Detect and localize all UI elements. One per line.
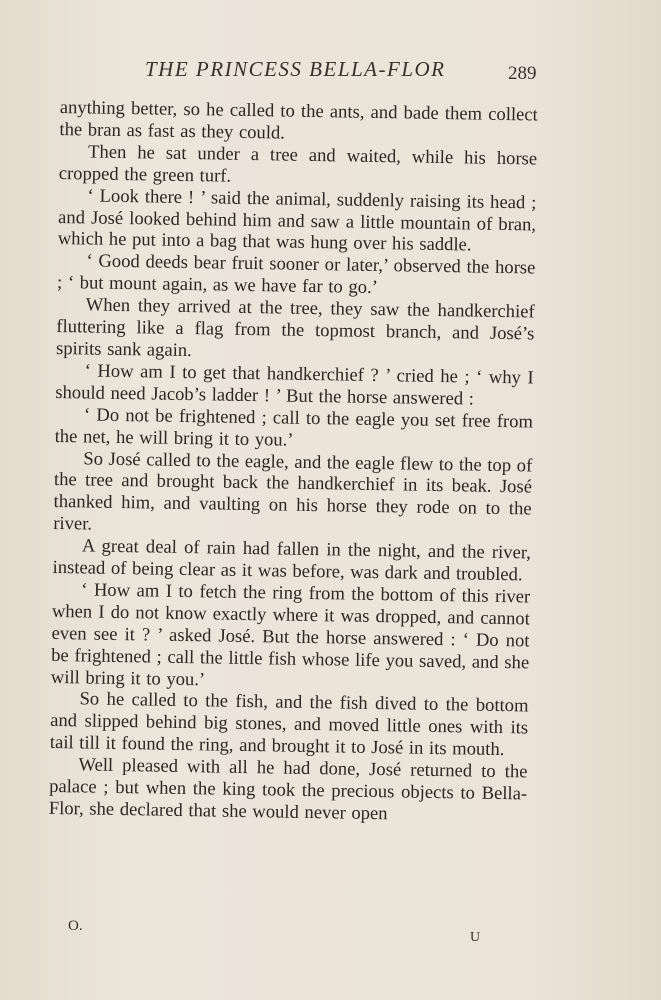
running-title: THE PRINCESS BELLA-FLOR xyxy=(145,57,446,81)
signature-mark-right: U xyxy=(470,930,481,945)
paragraph: A great deal of rain had fallen in the night, and the river, instead of being clear as it was before, was dark and troubled. xyxy=(52,535,532,586)
paragraph: ‘ Look there ! ’ said the animal, suddenly raising its head ; and José looked behind him and saw a little mountain of bran, which he put into a bag that was hung over his saddle. xyxy=(57,185,537,256)
paragraph: ‘ Do not be frightened ; call to the eagle you set free from the net, he will bring it to you.’ xyxy=(54,404,534,451)
paragraph: Then he sat under a tree and waited, while his horse cropped the green turf. xyxy=(58,141,538,187)
signature-mark-left: O. xyxy=(68,918,83,934)
paragraph: ‘ How am I to fetch the ring from the bottom of this river when I do not know exactly where it was dropped, and cannot even see it ? ’ asked José. But the horse answered : ‘ Do not be frightened ; call the little fish whose life you saved, and she will bring it to you.’ xyxy=(50,579,531,690)
paragraph: ‘ How am I to get that handkerchief ? ’ cried he ; ‘ why I should need Jacob’s ladder ! ’ But the horse answered : xyxy=(55,360,534,410)
page-number: 289 xyxy=(508,63,537,84)
page-header xyxy=(0,52,661,82)
paragraph: So he called to the fish, and the fish dived to the bottom and slipped behind big stones, and moved little ones with its tail till it found the ring, and brought it to José in its mouth. xyxy=(49,688,529,761)
paragraph: anything better, so he called to the ants, and bade them collect the bran as fast as they could. xyxy=(59,97,538,144)
paragraph: When they arrived at the tree, they saw the handkerchief fluttering like a flag from the topmost branch, and José’s spirits sank again. xyxy=(55,294,535,362)
paragraph: ‘ Good deeds bear fruit sooner or later,’ observed the horse ; ‘ but mount again, as we have far to go.’ xyxy=(56,250,536,299)
paragraph: So José called to the eagle, and the eagle flew to the top of the tree and brought back the handkerchief in its beak. José thanked him, and vaulting on his horse they rode on to the river. xyxy=(53,447,533,535)
body-text xyxy=(49,97,538,827)
paragraph: Well pleased with all he had done, José returned to the palace ; but when the king took the precious objects to Bella-Flor, she declared that she would never open xyxy=(48,754,528,825)
